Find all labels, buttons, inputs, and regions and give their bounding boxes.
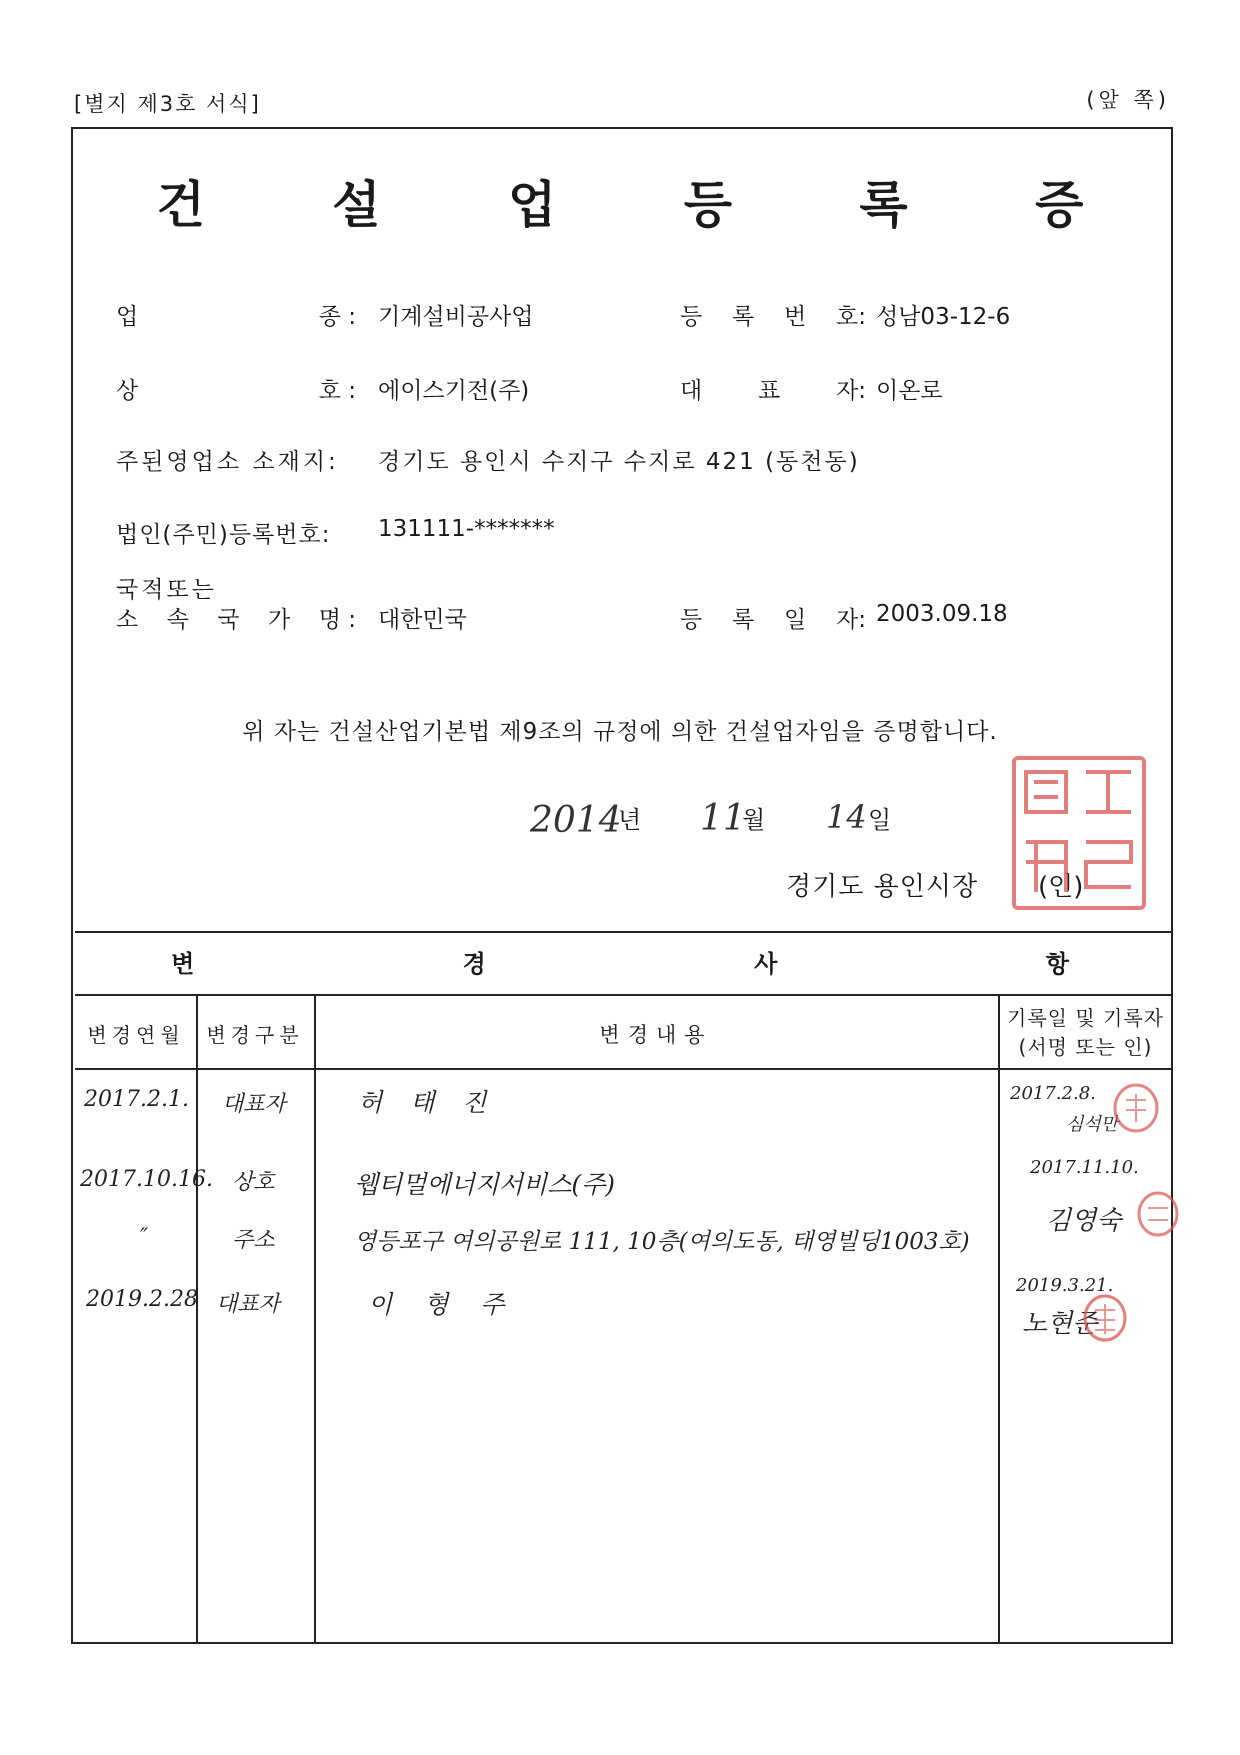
form-number-label: [별지 제3호 서식] (74, 92, 261, 116)
column-header-record-line1: 기록일 및 기록자 (1007, 1006, 1164, 1030)
corp-reg-label: 법인(주민)등록번호: (116, 522, 331, 548)
row3-category: 주소 (232, 1228, 275, 1253)
row1-content: 허 태 진 (358, 1088, 497, 1117)
row4-content: 이 형 주 (368, 1290, 517, 1319)
issue-day-unit: 일 (868, 806, 892, 834)
official-seal-icon (1006, 752, 1156, 922)
issuer-name: 경기도 용인시장 (786, 872, 979, 902)
row2-date: 2017.10.16. (80, 1167, 213, 1192)
address-value: 경기도 용인시 수지구 수지로 421 (동천동) (378, 449, 860, 475)
issue-year: 2014 (530, 800, 622, 841)
reg-date-label: 등 록 일 자: (680, 607, 866, 633)
recorder-seal-icon (1136, 1190, 1180, 1238)
reg-number-label: 등 록 번 호: (680, 304, 866, 330)
row2-content: 웹티멀에너지서비스(주) (354, 1170, 616, 1199)
trade-name-label: 상 호 : (116, 378, 356, 404)
nationality-label-line2: 소 속 국 가 명 : (116, 607, 356, 633)
row3-date: ″ (140, 1225, 149, 1250)
table-columns-divider (75, 1068, 1173, 1070)
issue-day: 14 (826, 798, 867, 836)
table-top-border (75, 931, 1173, 933)
row4-record-date: 2019.3.21. (1016, 1275, 1114, 1296)
issue-year-unit: 년 (618, 806, 642, 834)
recorder-seal-icon (1112, 1082, 1160, 1134)
row4-category: 대표자 (216, 1292, 280, 1317)
page-side-label: (앞 쪽) (1086, 88, 1170, 112)
row1-category: 대표자 (222, 1092, 286, 1117)
certificate-title: 건 설 업 등 록 증 (156, 175, 1139, 234)
row3-content: 영등포구 여의공원로 111, 10층(여의도동, 태영빌딩1003호) (354, 1229, 970, 1255)
issue-month: 11 (700, 798, 746, 839)
column-header-content: 변경내용 (599, 1023, 713, 1047)
row3-recorder: 김영숙 (1046, 1206, 1122, 1236)
corp-reg-value: 131111-******* (378, 516, 555, 542)
seal-mark: (인) (1038, 872, 1084, 902)
representative-label: 대 표 자: (680, 378, 866, 404)
row2-record-date: 2017.11.10. (1030, 1157, 1139, 1178)
column-header-date: 변경연월 (87, 1023, 185, 1047)
nationality-value: 대한민국 (378, 607, 467, 633)
column-header-category: 변경구분 (206, 1023, 304, 1047)
nationality-label-line1: 국적또는 (116, 577, 217, 603)
representative-value: 이온로 (876, 378, 943, 404)
row2-category: 상호 (232, 1170, 275, 1195)
row4-recorder: 노현준 (1022, 1309, 1098, 1339)
recorder-seal-icon (1082, 1293, 1128, 1343)
reg-number-value: 성남03-12-6 (876, 304, 1011, 330)
business-type-value: 기계설비공사업 (378, 304, 534, 330)
column-header-record-line2: (서명 또는 인) (1018, 1035, 1153, 1059)
table-header-divider (75, 994, 1173, 996)
row1-date: 2017.2.1. (84, 1087, 189, 1112)
row4-date: 2019.2.28 (86, 1287, 198, 1312)
column-divider-2 (314, 994, 316, 1644)
changes-section-title: 변 경 사 항 (171, 950, 1199, 978)
trade-name-value: 에이스기전(주) (378, 378, 530, 404)
certification-statement: 위 자는 건설산업기본법 제9조의 규정에 의한 건설업자임을 증명합니다. (242, 719, 998, 745)
business-type-label: 업 종 : (116, 304, 356, 330)
row1-recorder: 심석만 (1066, 1114, 1119, 1135)
reg-date-value: 2003.09.18 (876, 601, 1008, 627)
column-divider-1 (196, 994, 198, 1644)
issue-month-unit: 월 (742, 806, 766, 834)
address-label: 주된영업소 소재지: (116, 449, 339, 475)
row1-record-date: 2017.2.8. (1010, 1083, 1096, 1104)
column-divider-3 (998, 994, 1000, 1644)
